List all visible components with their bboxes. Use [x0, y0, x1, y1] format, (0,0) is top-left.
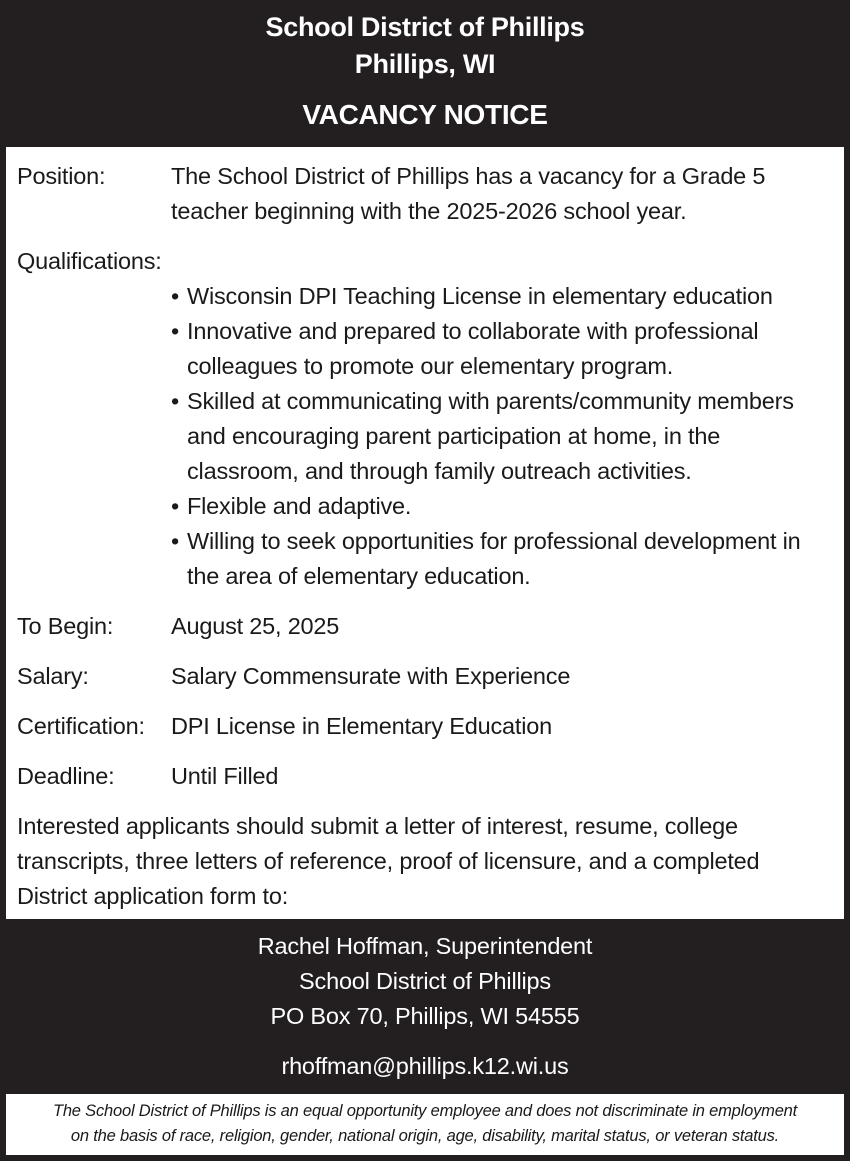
- eeo-line-2: on the basis of race, religion, gender, national origin, age, disability, marital status, or veteran status.: [70, 1127, 780, 1145]
- contact-block: [0, 919, 850, 1084]
- salary-label: Salary:: [17, 663, 89, 689]
- qualifications-label: Qualifications:: [17, 248, 162, 274]
- bullet-icon: •: [171, 318, 180, 344]
- eeo-statement: [6, 1094, 844, 1155]
- bullet-icon: •: [171, 283, 180, 309]
- application-instructions: Interested applicants should submit a letter of interest, resume, college transcripts, three letters of reference, proof of licensure, and a completed District application form to:: [17, 813, 760, 909]
- notice-header: [0, 0, 850, 147]
- certification-row: [17, 709, 834, 744]
- salary-row: [17, 659, 834, 694]
- qualification-text: Willing to seek opportunities for professional development in the area of elementary education.: [187, 528, 801, 589]
- notice-body: [6, 147, 844, 919]
- contact-org: School District of Phillips: [299, 968, 551, 994]
- list-item: [171, 384, 834, 489]
- district-location: Phillips, WI: [354, 49, 496, 79]
- to-begin-label: To Begin:: [17, 613, 114, 639]
- position-row: [17, 159, 834, 229]
- district-name: School District of Phillips: [265, 12, 585, 42]
- contact-name: Rachel Hoffman, Superintendent: [257, 933, 593, 959]
- bullet-icon: •: [171, 528, 180, 554]
- list-item: [171, 524, 834, 594]
- qualifications-list: [17, 279, 834, 594]
- certification-label: Certification:: [17, 713, 145, 739]
- position-label: Position:: [17, 163, 106, 189]
- qualification-text: Flexible and adaptive.: [187, 493, 412, 519]
- salary-value: Salary Commensurate with Experience: [171, 663, 571, 689]
- qualification-text: Skilled at communicating with parents/community members and encouraging parent participation at home, in the classroom, and through family outreach activities.: [187, 388, 794, 484]
- deadline-row: [17, 759, 834, 794]
- certification-value: DPI License in Elementary Education: [171, 713, 552, 739]
- to-begin-row: [17, 609, 834, 644]
- contact-email: rhoffman@phillips.k12.wi.us: [281, 1053, 569, 1079]
- deadline-label: Deadline:: [17, 763, 115, 789]
- to-begin-value: August 25, 2025: [171, 613, 340, 639]
- qualification-text: Wisconsin DPI Teaching License in elementary education: [187, 283, 773, 309]
- list-item: [171, 314, 834, 384]
- position-value: The School District of Phillips has a vacancy for a Grade 5 teacher beginning with the 2025-2026 school year.: [171, 163, 766, 224]
- notice-title: VACANCY NOTICE: [302, 99, 548, 130]
- list-item: [171, 489, 834, 524]
- bullet-icon: •: [171, 388, 180, 414]
- qualification-text: Innovative and prepared to collaborate with professional colleagues to promote our elementary program.: [187, 318, 759, 379]
- bullet-icon: •: [171, 493, 180, 519]
- contact-address: PO Box 70, Phillips, WI 54555: [270, 1003, 580, 1029]
- deadline-value: Until Filled: [171, 763, 279, 789]
- qualifications-section: [17, 244, 834, 594]
- list-item: [171, 279, 834, 314]
- eeo-line-1: The School District of Phillips is an equal opportunity employee and does not discriminate in employment: [52, 1102, 798, 1120]
